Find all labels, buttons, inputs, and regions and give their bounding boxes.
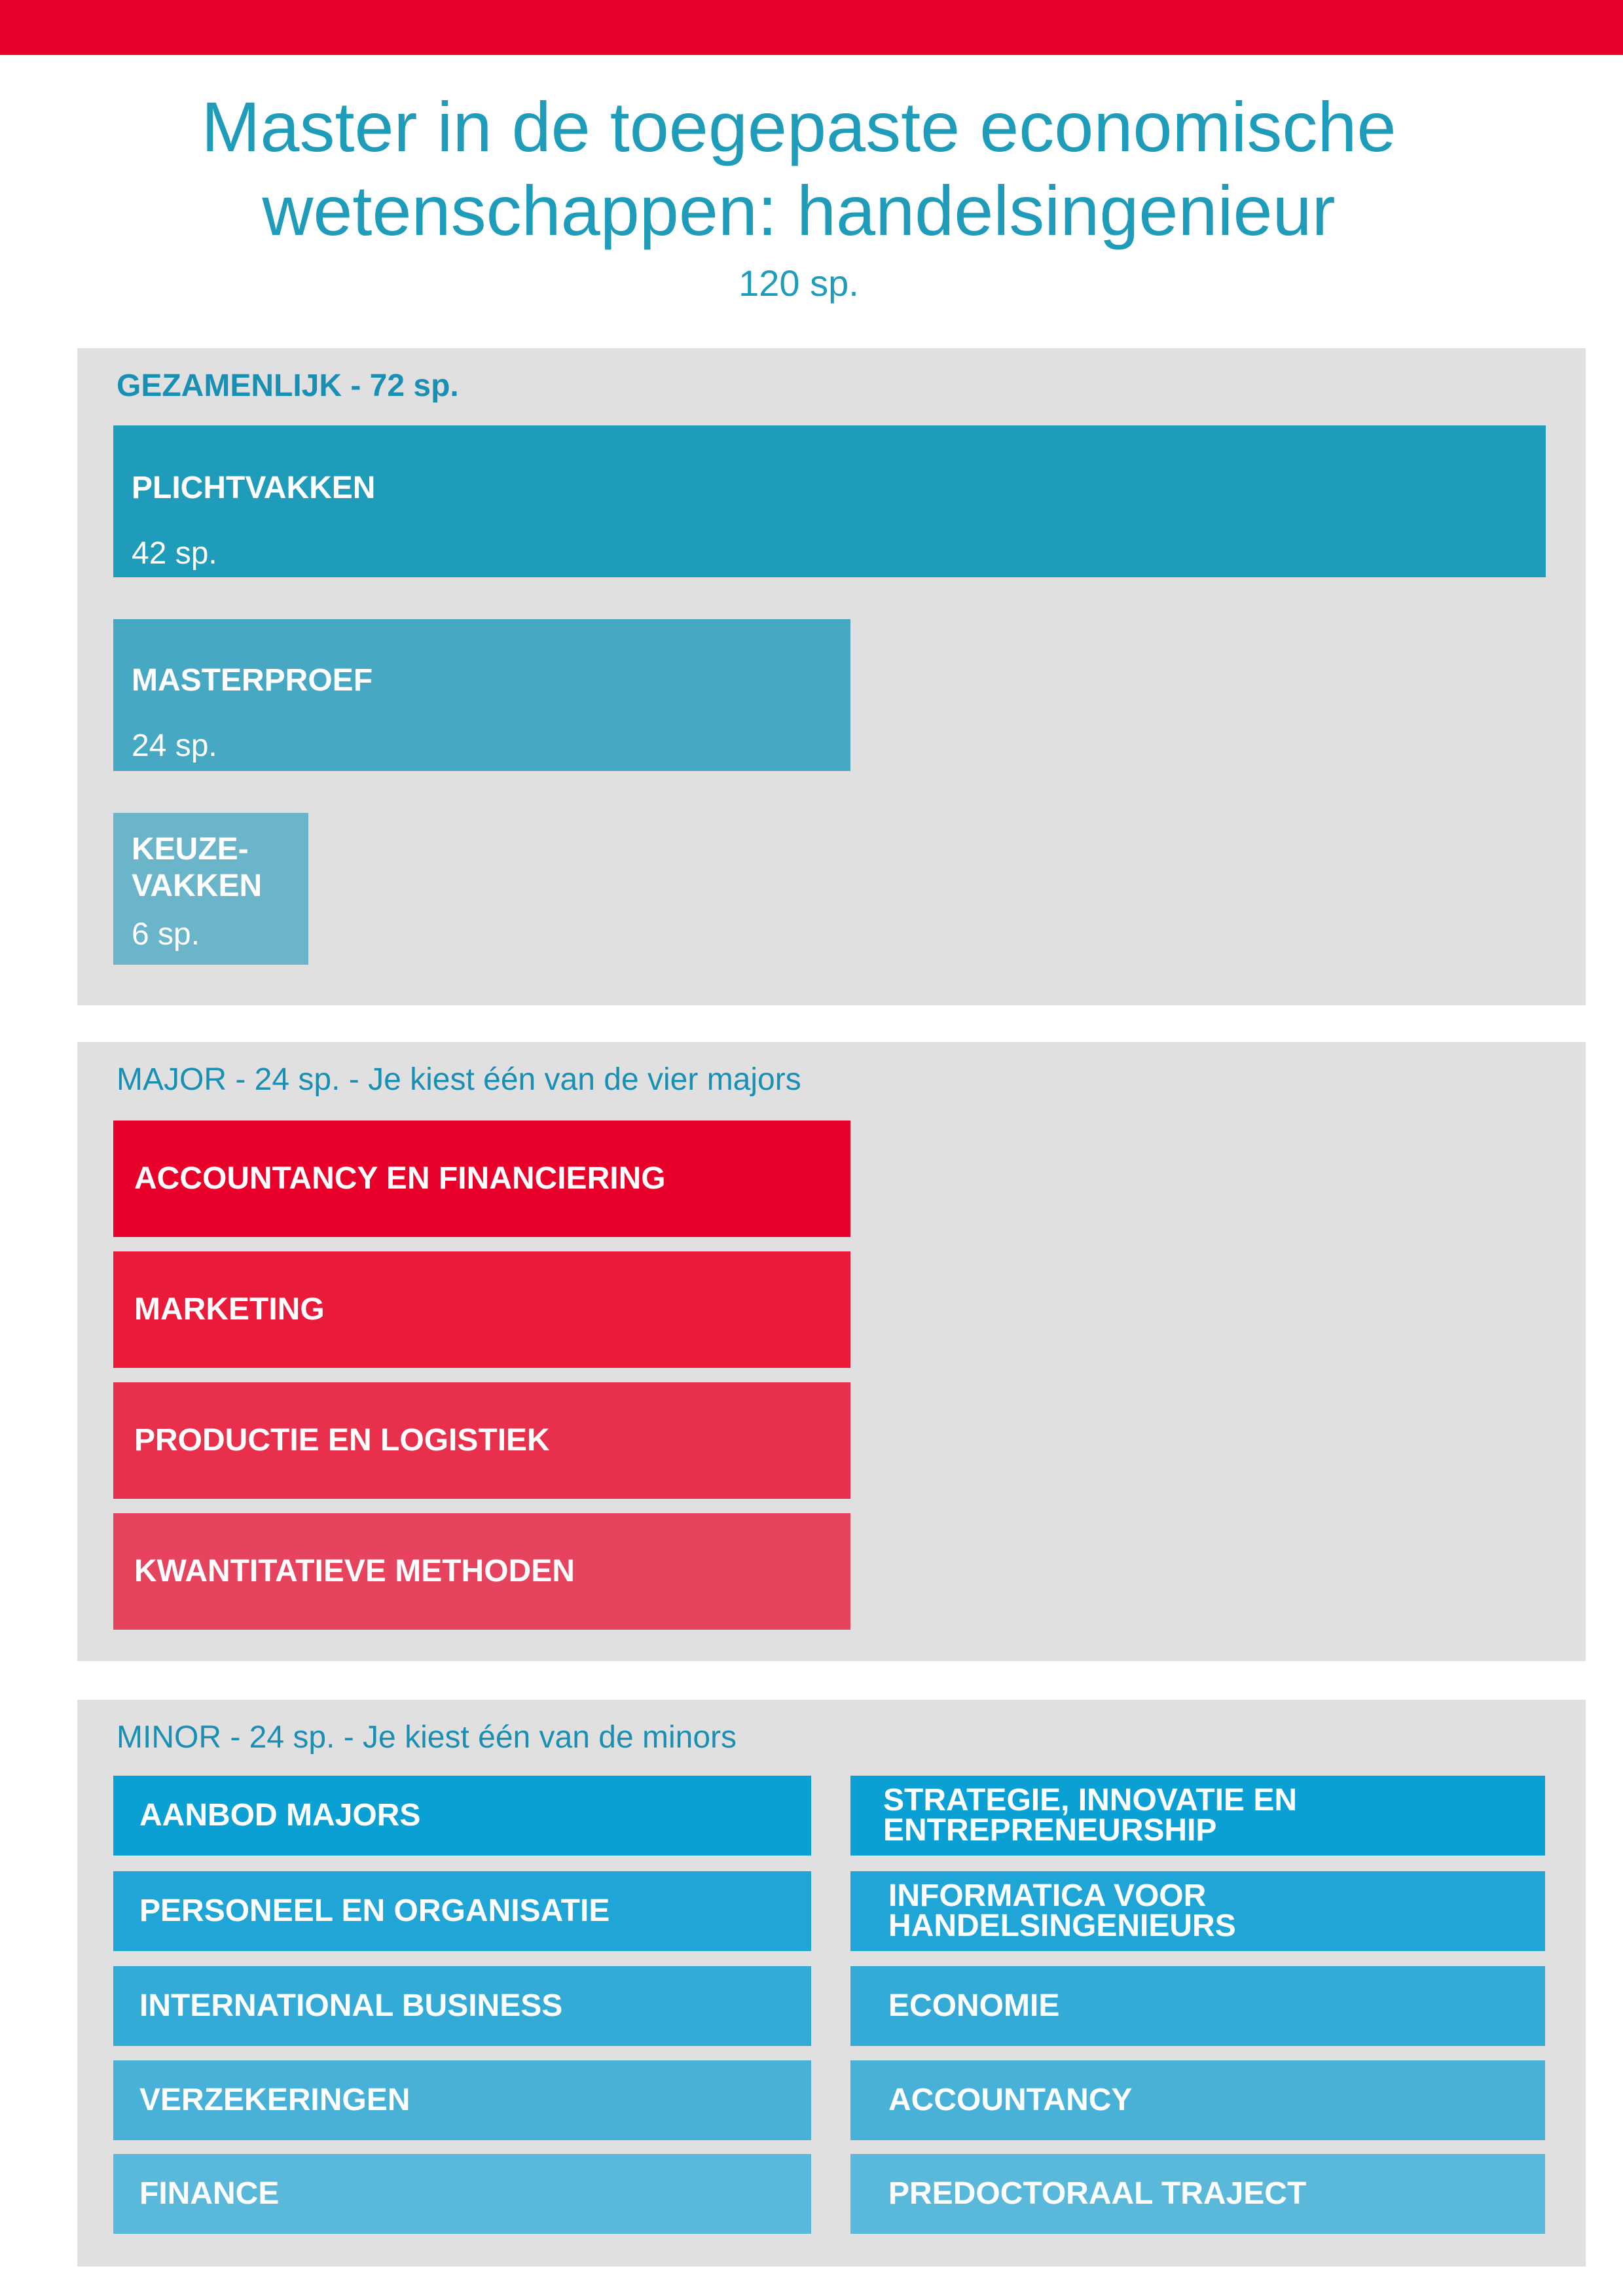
major-title: MAJOR - 24 sp. - Je kiest één van de vier majors — [117, 1062, 801, 1097]
minor-item — [850, 1871, 1545, 1951]
minor-item-label: ACCOUNTANCY — [888, 2083, 1133, 2117]
plichtvakken-credits: 42 sp. — [132, 536, 217, 571]
major-item-label: KWANTITATIEVE METHODEN — [134, 1554, 575, 1588]
plichtvakken-box — [113, 425, 1546, 577]
keuzevakken-label-line-2: VAKKEN — [132, 869, 263, 903]
minor-item-label: PREDOCTORAAL TRAJECT — [888, 2176, 1307, 2211]
keuzevakken-label-line-1: KEUZE- — [132, 832, 249, 867]
minor-item — [113, 2154, 811, 2234]
page-title-line-2: wetenschappen: handelsingenieur — [262, 171, 1336, 250]
minor-item-label-line-2: ENTREPRENEURSHIP — [883, 1813, 1217, 1848]
minor-item — [850, 1776, 1545, 1856]
minor-item — [113, 1776, 811, 1856]
minor-item-label: FINANCE — [139, 2176, 280, 2211]
masterproef-label: MASTERPROEF — [132, 663, 373, 698]
masterproef-box — [113, 619, 850, 771]
major-item — [113, 1382, 850, 1499]
keuzevakken-credits: 6 sp. — [132, 917, 200, 952]
minor-item-label: AANBOD MAJORS — [139, 1798, 421, 1833]
major-item — [113, 1251, 850, 1368]
minor-item-label: PERSONEEL EN ORGANISATIE — [139, 1893, 610, 1928]
major-item-label: PRODUCTIE EN LOGISTIEK — [134, 1423, 550, 1458]
top-banner — [0, 0, 1623, 55]
major-item — [113, 1121, 850, 1237]
total-credits: 120 sp. — [739, 262, 859, 304]
gezamenlijk-panel — [77, 348, 1586, 1005]
gezamenlijk-title: GEZAMENLIJK - 72 sp. — [117, 368, 459, 403]
major-item — [113, 1513, 850, 1630]
minor-title: MINOR - 24 sp. - Je kiest één van de minors — [117, 1720, 737, 1755]
minor-panel — [77, 1700, 1586, 2267]
minor-item-label-line-1: STRATEGIE, INNOVATIE EN — [883, 1783, 1298, 1818]
major-item-label: ACCOUNTANCY EN FINANCIERING — [134, 1161, 666, 1196]
major-item-label: MARKETING — [134, 1292, 325, 1327]
minor-item — [113, 2060, 811, 2140]
minor-item-label: VERZEKERINGEN — [139, 2083, 410, 2117]
page-title — [0, 85, 1597, 253]
minor-item-label-line-2: HANDELSINGENIEURS — [888, 1909, 1236, 1943]
page-title-line-1: Master in de toegepaste economische — [201, 87, 1396, 166]
major-panel — [77, 1042, 1586, 1661]
minor-item-label-line-1: INFORMATICA VOOR — [888, 1878, 1207, 1913]
minor-item-label: INTERNATIONAL BUSINESS — [139, 1988, 563, 2023]
minor-item-label — [883, 1785, 1297, 1846]
minor-item-label: ECONOMIE — [888, 1988, 1060, 2023]
keuzevakken-box — [113, 813, 308, 965]
minor-item-label — [888, 1878, 1236, 1943]
minor-item — [850, 2154, 1545, 2234]
minor-item — [850, 1966, 1545, 2046]
minor-item — [850, 2060, 1545, 2140]
minor-item — [113, 1871, 811, 1951]
masterproef-credits: 24 sp. — [132, 728, 217, 763]
plichtvakken-label: PLICHTVAKKEN — [132, 471, 376, 505]
minor-item — [113, 1966, 811, 2046]
